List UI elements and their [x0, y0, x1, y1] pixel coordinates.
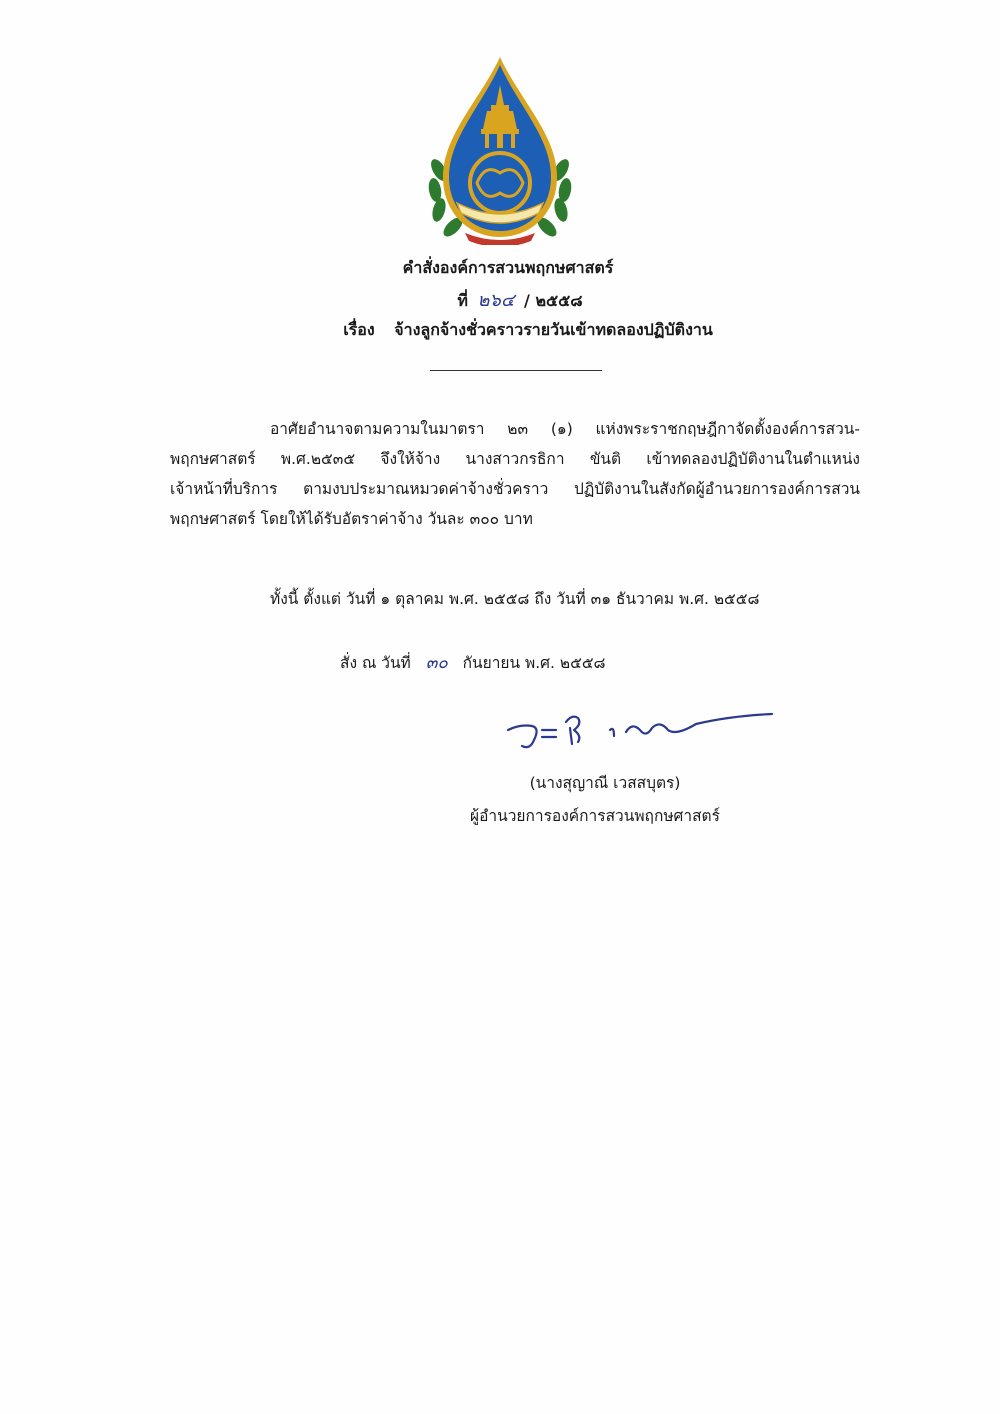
subject-label: เรื่อง: [343, 320, 375, 339]
paragraph-line: อาศัยอำนาจตามความในมาตรา ๒๓ (๑) แห่งพระราชกฤษฎีกาจัดตั้งองค์การสวน-: [270, 420, 860, 438]
body-paragraph-period: [270, 584, 860, 614]
order-number: [20, 285, 1000, 314]
order-title: คำสั่งองค์การสวนพฤกษศาสตร์: [402, 258, 614, 277]
handwritten-signature: [500, 700, 790, 760]
signer-name: (นางสุญาณี เวสสบุตร): [529, 774, 681, 792]
header-divider: [430, 370, 602, 371]
paragraph-line: ทั้งนี้ ตั้งแต่ วันที่ ๑ ตุลาคม พ.ศ. ๒๕๕๘ ถึง วันที่ ๓๑ ธันวาคม พ.ศ. ๒๕๕๘: [270, 590, 760, 608]
botanical-garden-emblem-icon: [425, 55, 575, 245]
paragraph-line: พฤกษศาสตร์ พ.ศ.๒๕๓๕ จึงให้จ้าง นางสาวกรธิกา ขันติ เข้าทดลองปฏิบัติงานในตำแหน่ง: [170, 450, 860, 468]
order-number-year: / ๒๕๕๘: [524, 291, 583, 310]
paragraph-line: เจ้าหน้าที่บริการ ตามงบประมาณหมวดค่าจ้างชั่วคราว ปฏิบัติงานในสังกัดผู้อำนวยการองค์การสวน: [170, 480, 860, 498]
order-subject: [28, 318, 1000, 343]
order-number-handwritten: ๒๖๔: [477, 290, 515, 311]
subject-text: จ้างลูกจ้างชั่วคราวรายวันเข้าทดลองปฏิบัติงาน: [394, 320, 713, 339]
order-date-prefix: สั่ง ณ วันที่: [340, 654, 411, 672]
order-number-prefix: ที่: [457, 291, 468, 310]
order-date-day-handwritten: ๓๐: [425, 653, 448, 673]
signer-title: ผู้อำนวยการองค์การสวนพฤกษศาสตร์: [470, 807, 720, 825]
order-date-suffix: กันยายน พ.ศ. ๒๕๕๘: [462, 654, 606, 672]
paragraph-line: พฤกษศาสตร์ โดยให้ได้รับอัตราค่าจ้าง วันละ ๓๐๐ บาท: [170, 510, 533, 528]
order-date-line: [340, 648, 740, 678]
body-paragraph-appointment: [170, 414, 860, 534]
